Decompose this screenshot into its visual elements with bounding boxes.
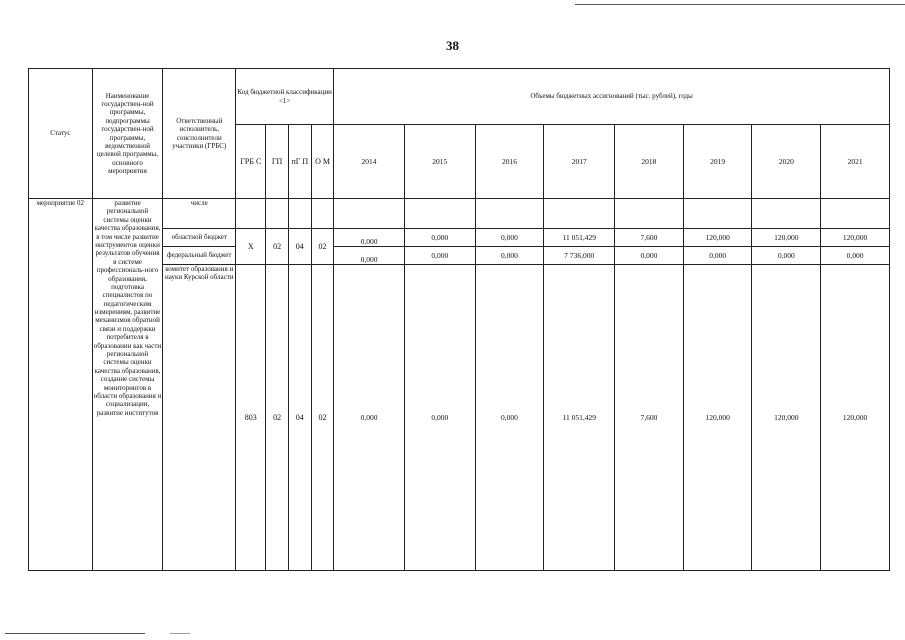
value-cell: 7 736,000 — [544, 247, 615, 265]
value-cell: 0,000 — [821, 247, 890, 265]
value-cell: 0,000 — [404, 229, 475, 247]
value-cell: 0,000 — [334, 229, 405, 247]
status-cell: мероприятие 02 — [29, 199, 93, 571]
value-cell: 0,000 — [404, 265, 475, 571]
value-cell: 0,000 — [334, 265, 405, 571]
value-cell: 120,000 — [821, 265, 890, 571]
responsible-cell: областной бюджет — [163, 229, 236, 247]
code-pgp: 04 — [288, 265, 311, 571]
code-grbs: 803 — [236, 265, 266, 571]
page-number: 38 — [446, 38, 459, 53]
name-cell: развитие региональной системы оценки качества образования, в том числе развитие инструментов оценки результатов обучения в системе профессиональ-ного образования, подготовка специалистов по педагогическим измерениям, развитие механизмов обратной связи и поддержки потребителя в образовании как части региональной системы оценки качества образования, создание системы мониторингов в области образования и социализации, развитие институтов — [92, 199, 163, 571]
value-cell: 0,000 — [752, 247, 821, 265]
value-cell: 0,000 — [475, 247, 544, 265]
budget-table — [28, 68, 890, 571]
value-cell: 0,000 — [475, 229, 544, 247]
table-row — [29, 199, 890, 229]
responsible-cell: числе — [163, 199, 236, 229]
responsible-cell: комитет образования и науки Курской области — [163, 265, 236, 571]
header-name: Наименование государствен-ной программы, подпрограммы государствен-ной программы, ведомственной целевой программы, основного мероприятия — [92, 69, 163, 199]
header-year: 2017 — [544, 125, 615, 199]
header-volumes: Объемы бюджетных ассигнований (тыс. рублей), годы — [334, 69, 890, 125]
code-gp: 02 — [266, 229, 288, 265]
value-cell: 120,000 — [683, 229, 752, 247]
value-cell: 120,000 — [821, 229, 890, 247]
header-year: 2016 — [475, 125, 544, 199]
value-cell: 0,000 — [615, 247, 684, 265]
value-cell: 11 051,429 — [544, 265, 615, 571]
header-status: Статус — [29, 69, 93, 199]
header-pgp: пГ П — [288, 125, 311, 199]
code-gp: 02 — [266, 265, 288, 571]
responsible-cell: федеральный бюджет — [163, 247, 236, 265]
code-pgp: 04 — [288, 229, 311, 265]
header-grbs: ГРБ С — [236, 125, 266, 199]
bottom-rule — [5, 633, 145, 634]
header-year: 2015 — [404, 125, 475, 199]
header-year: 2021 — [821, 125, 890, 199]
header-row-1 — [29, 69, 890, 125]
value-cell: 120,000 — [752, 265, 821, 571]
header-responsible: Ответственный исполнитель, соисполнители участники (ГРБС) — [163, 69, 236, 199]
header-year: 2014 — [334, 125, 405, 199]
header-year: 2019 — [683, 125, 752, 199]
value-cell: 120,000 — [683, 265, 752, 571]
header-gp: ГП — [266, 125, 288, 199]
value-cell: 0,000 — [475, 265, 544, 571]
code-om: 02 — [311, 229, 333, 265]
header-year: 2018 — [615, 125, 684, 199]
value-cell: 0,000 — [404, 247, 475, 265]
header-om: О М — [311, 125, 333, 199]
value-cell: 0,000 — [334, 247, 405, 265]
value-cell: 7,600 — [615, 229, 684, 247]
bottom-rule-short — [170, 633, 190, 634]
value-cell: 7,600 — [615, 265, 684, 571]
top-rule-gap — [535, 4, 575, 5]
code-om: 02 — [311, 265, 333, 571]
value-cell: 11 051,429 — [544, 229, 615, 247]
code-grbs: Х — [236, 229, 266, 265]
value-cell: 120,000 — [752, 229, 821, 247]
header-year: 2020 — [752, 125, 821, 199]
top-rule — [535, 4, 905, 5]
header-budget-code: Код бюджетной классификации <1> — [236, 69, 334, 125]
value-cell: 0,000 — [683, 247, 752, 265]
